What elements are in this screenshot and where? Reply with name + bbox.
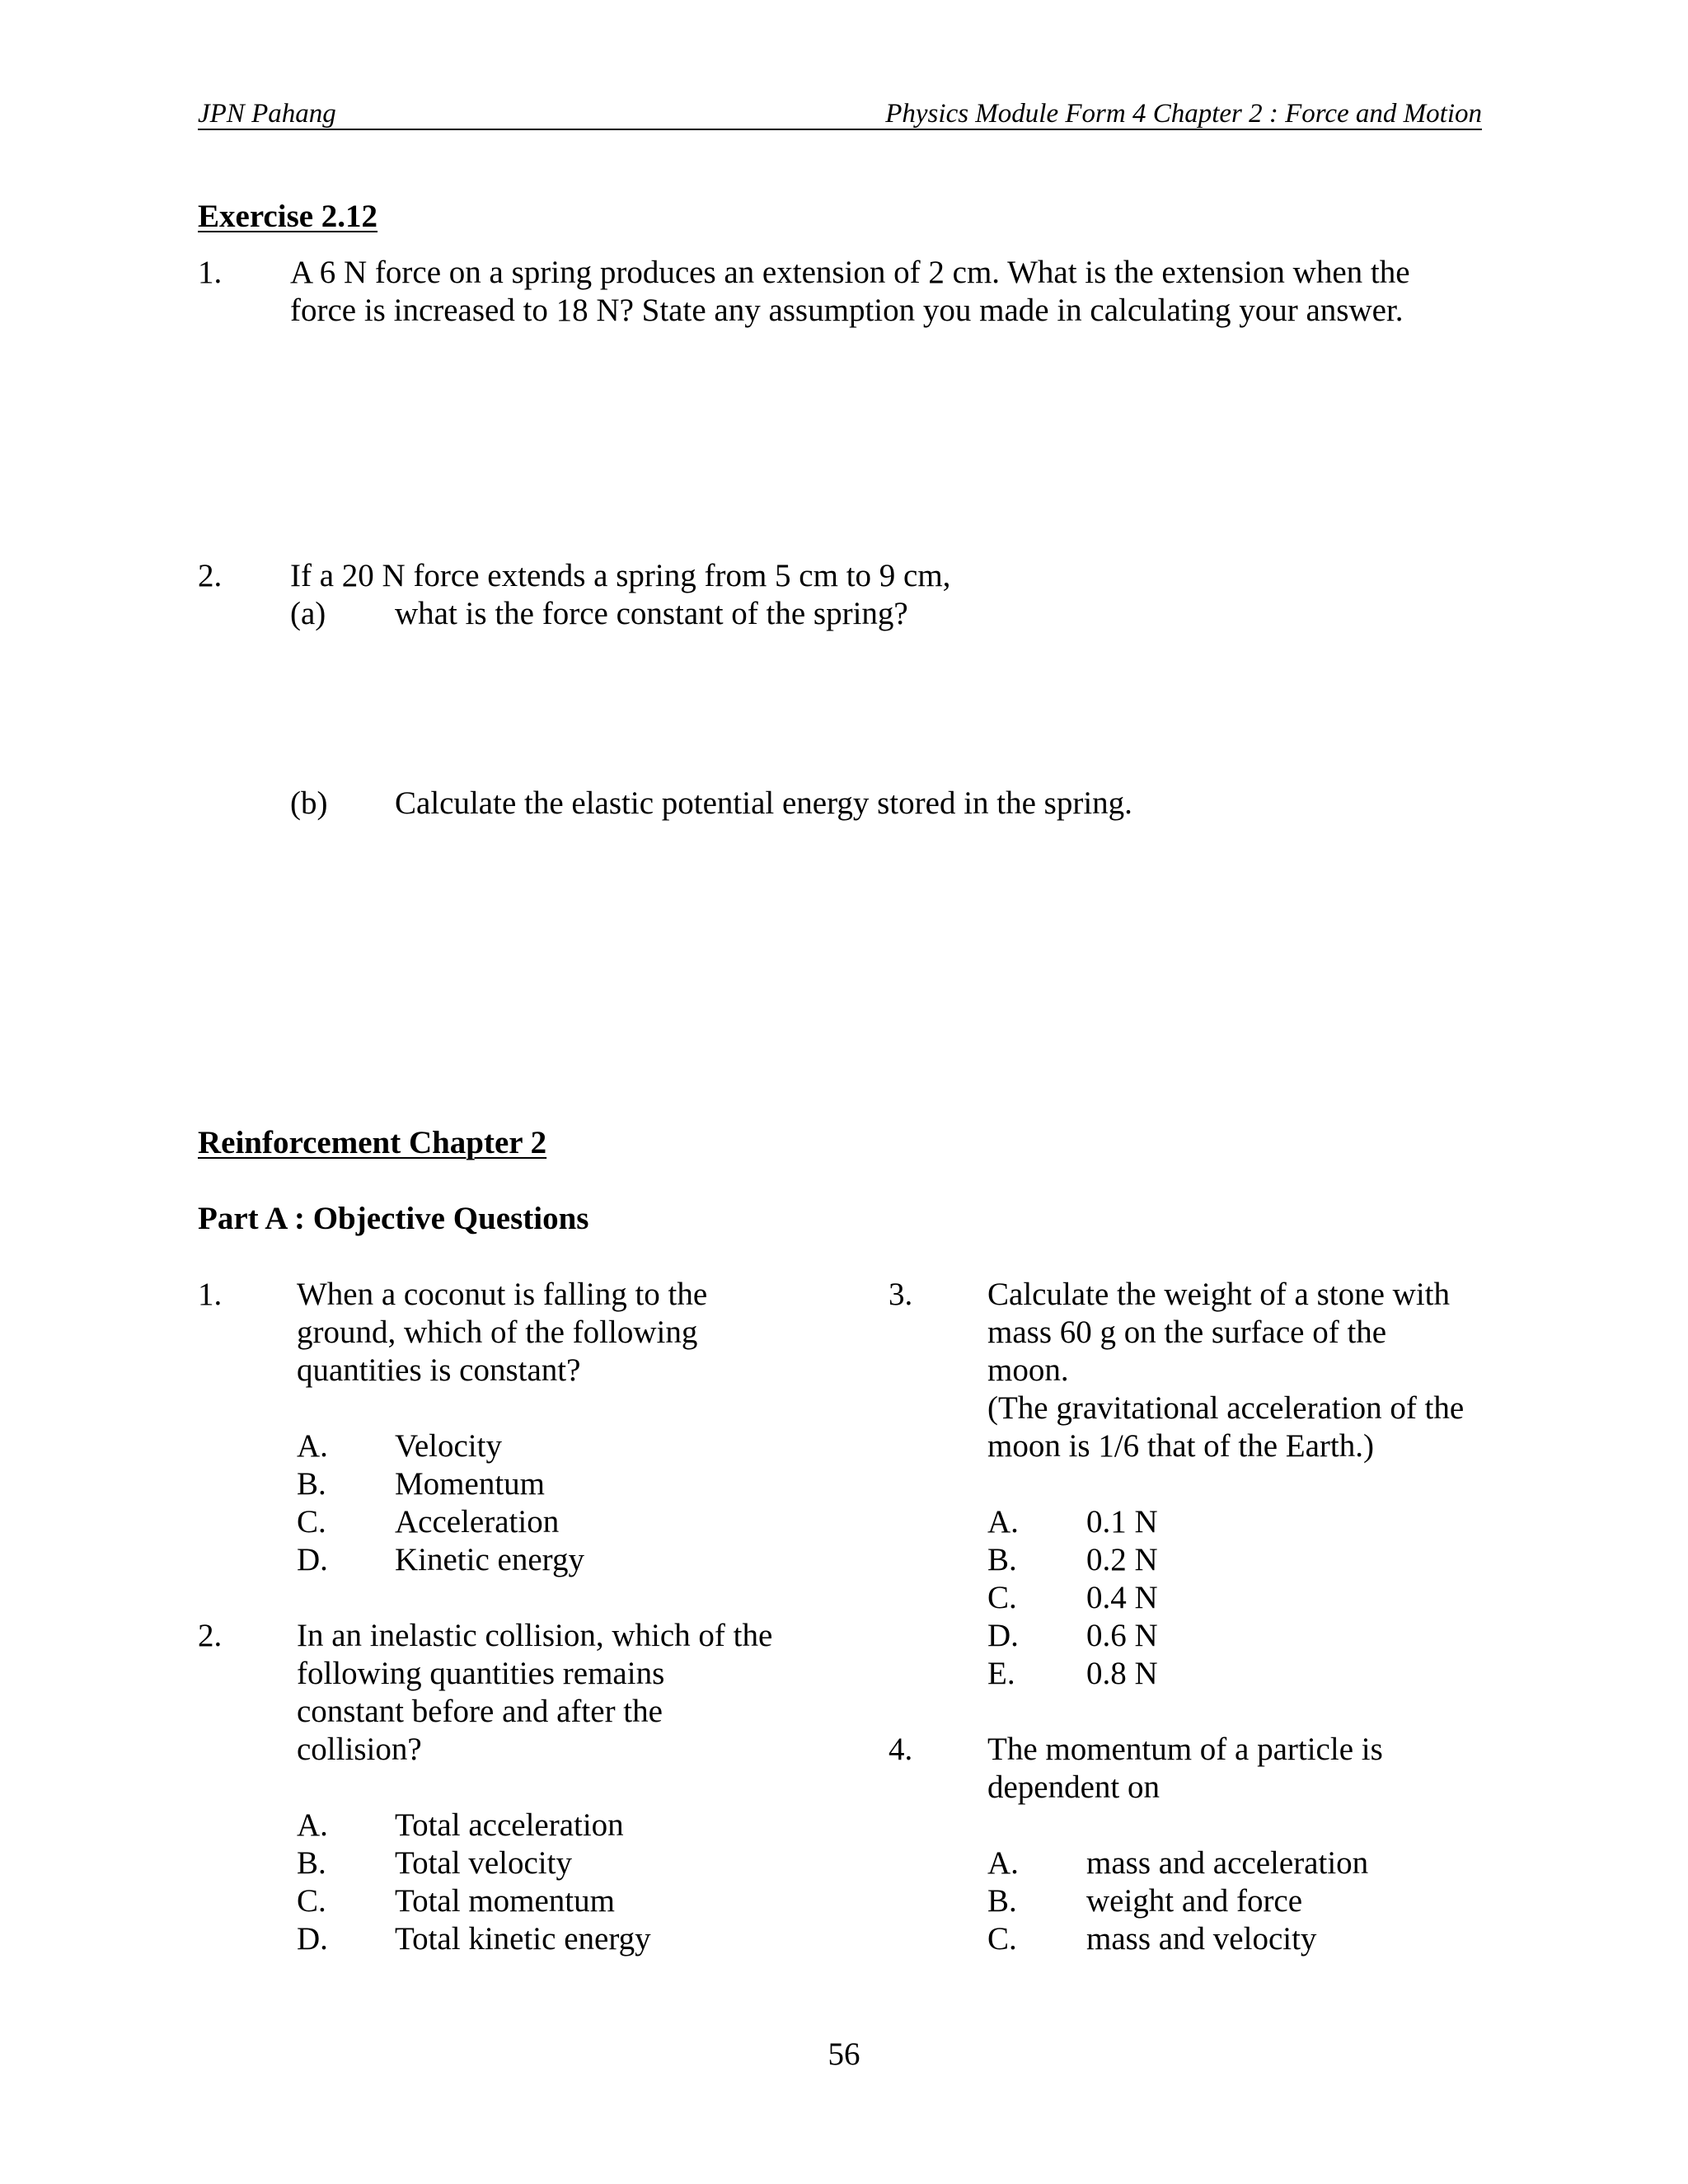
obj-q2-number: 2. [198,1618,223,1653]
obj-q3-option-text: 0.4 N [1086,1580,1158,1615]
header-right: Physics Module Form 4 Chapter 2 : Force and Motion [885,99,1482,129]
obj-q4-option-text: weight and force [1086,1883,1303,1919]
obj-q4-line: The momentum of a particle is [987,1732,1383,1767]
obj-q4-option-label: A. [987,1845,1019,1881]
obj-q1-option-label: D. [297,1542,328,1577]
obj-q1-option-text: Velocity [395,1428,502,1464]
obj-q3-option-text: 0.1 N [1086,1504,1158,1540]
obj-q1-option-text: Momentum [395,1466,545,1502]
exercise-q2b-label: (b) [290,785,328,821]
page-number: 56 [828,2036,860,2072]
obj-q2-line: In an inelastic collision, which of the [297,1618,773,1653]
obj-q2-option-label: C. [297,1883,326,1919]
exercise-q2b-text: Calculate the elastic potential energy stored in the spring. [395,785,1132,821]
obj-q3-option-text: 0.2 N [1086,1542,1158,1577]
obj-q2-option-text: Total acceleration [395,1807,624,1843]
exercise-q1-line2: force is increased to 18 N? State any assumption you made in calculating your answer. [290,293,1404,328]
obj-q1-number: 1. [198,1277,223,1312]
exercise-q2-number: 2. [198,558,223,593]
obj-q4-option-text: mass and acceleration [1086,1845,1369,1881]
obj-q3-line: (The gravitational acceleration of the [987,1390,1465,1426]
exercise-q2a-label: (a) [290,596,326,631]
obj-q3-option-label: C. [987,1580,1017,1615]
obj-q3-option-label: E. [987,1656,1015,1691]
obj-q4-option-label: C. [987,1921,1017,1957]
obj-q1-option-label: C. [297,1504,326,1540]
obj-q1-line: ground, which of the following [297,1315,698,1350]
obj-q2-line: constant before and after the [297,1694,663,1729]
obj-q1-option-label: A. [297,1428,328,1464]
obj-q2-option-label: D. [297,1921,328,1957]
obj-q2-line: following quantities remains [297,1656,665,1691]
obj-q2-option-text: Total velocity [395,1845,572,1881]
exercise-q2a-text: what is the force constant of the spring? [395,596,908,631]
obj-q2-option-text: Total kinetic energy [395,1921,651,1957]
obj-q4-option-label: B. [987,1883,1017,1919]
obj-q2-option-label: A. [297,1807,328,1843]
obj-q3-option-text: 0.8 N [1086,1656,1158,1691]
exercise-q2-stem: If a 20 N force extends a spring from 5 cm to 9 cm, [290,558,951,593]
obj-q4-number: 4. [889,1732,913,1767]
part-a-title: Part A : Objective Questions [198,1201,589,1236]
obj-q2-option-label: B. [297,1845,326,1881]
obj-q3-option-label: A. [987,1504,1019,1540]
obj-q3-number: 3. [889,1277,913,1312]
obj-q3-line: mass 60 g on the surface of the [987,1315,1387,1350]
obj-q3-option-label: D. [987,1618,1019,1653]
header-left: JPN Pahang [198,99,336,129]
obj-q3-option-label: B. [987,1542,1017,1577]
header-rule [198,129,1482,130]
obj-q1-line: When a coconut is falling to the [297,1277,708,1312]
obj-q3-option-text: 0.6 N [1086,1618,1158,1653]
obj-q1-option-text: Kinetic energy [395,1542,584,1577]
exercise-q1-number: 1. [198,255,223,290]
exercise-q1-line1: A 6 N force on a spring produces an extension of 2 cm. What is the extension when the [290,255,1410,290]
obj-q4-option-text: mass and velocity [1086,1921,1317,1957]
obj-q3-line: moon. [987,1352,1069,1388]
obj-q3-line: Calculate the weight of a stone with [987,1277,1451,1312]
obj-q1-line: quantities is constant? [297,1352,581,1388]
obj-q1-option-label: B. [297,1466,326,1502]
obj-q4-line: dependent on [987,1769,1160,1805]
obj-q2-line: collision? [297,1732,422,1767]
exercise-title: Exercise 2.12 [198,199,378,234]
obj-q3-line: moon is 1/6 that of the Earth.) [987,1428,1374,1464]
reinforcement-title: Reinforcement Chapter 2 [198,1125,547,1160]
obj-q1-option-text: Acceleration [395,1504,560,1540]
obj-q2-option-text: Total momentum [395,1883,615,1919]
